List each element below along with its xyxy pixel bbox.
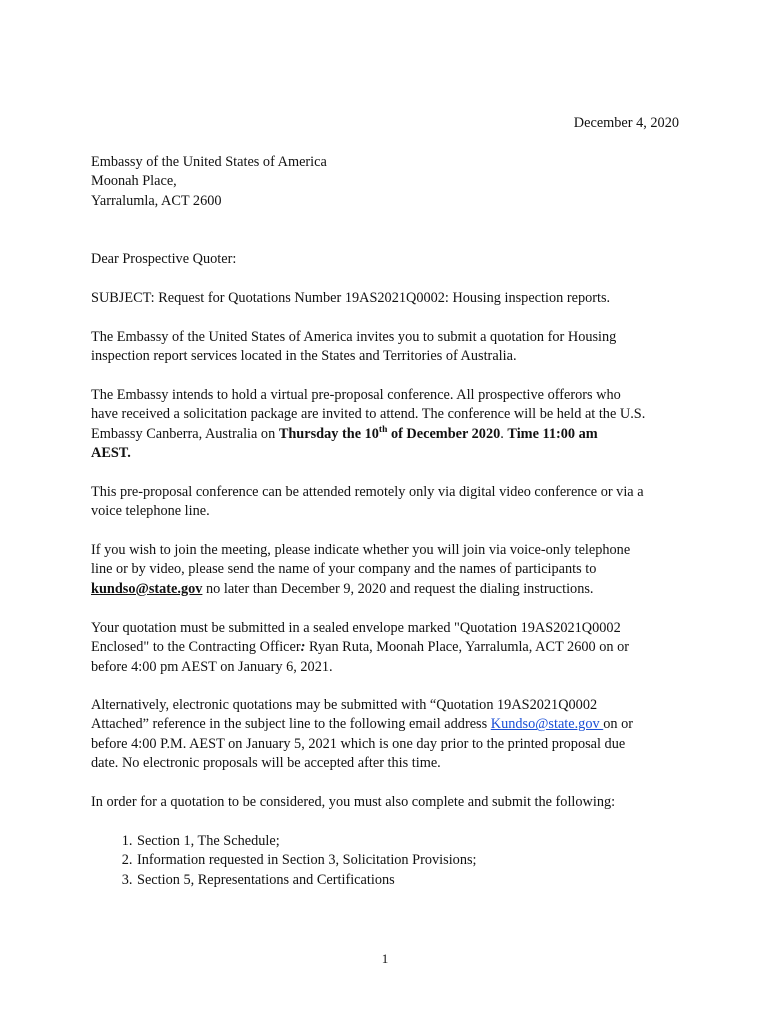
email-link[interactable]: kundso@state.gov bbox=[91, 580, 203, 597]
paragraph-electronic bbox=[91, 696, 691, 774]
subject-text: SUBJECT: Request for Quotations Number 19AS2021Q0002: Housing inspection reports. bbox=[91, 290, 611, 306]
address-line: Moonah Place, bbox=[91, 173, 177, 190]
text-line: In order for a quotation to be considered, you must also complete and submit the following: bbox=[91, 794, 616, 810]
text-segment: . bbox=[500, 425, 508, 442]
list-item: 2. Information requested in Section 3, Solicitation Provisions; bbox=[136, 851, 691, 870]
conference-date-month: of December 2020 bbox=[387, 425, 501, 442]
text-line: The Embassy intends to hold a virtual pre-proposal conference. All prospective offerors who bbox=[91, 387, 621, 403]
conference-timezone: AEST. bbox=[91, 445, 131, 462]
text-line: before 4:00 P.M. AEST on January 5, 2021 which is one day prior to the printed proposal due bbox=[91, 735, 626, 752]
text-line: line or by video, please send the name of your company and the names of participants to bbox=[91, 561, 597, 578]
paragraph-remote bbox=[91, 483, 691, 522]
text-segment: Ryan Ruta, Moonah Place, Yarralumla, ACT 2600 on or bbox=[305, 639, 629, 656]
text-segment: Enclosed" to the Contracting Officer bbox=[91, 639, 301, 656]
text-segment: Embassy Canberra, Australia on bbox=[91, 425, 279, 442]
list-item: 3. Section 5, Representations and Certifications bbox=[136, 871, 691, 890]
paragraph-invitation bbox=[91, 328, 691, 367]
conference-time: Time 11:00 am bbox=[507, 425, 598, 442]
text-segment: no later than December 9, 2020 and request the dialing instructions. bbox=[202, 580, 594, 597]
email-link[interactable]: Kundso@state.gov bbox=[490, 716, 604, 733]
text-line bbox=[91, 715, 691, 734]
requirements-list bbox=[91, 832, 691, 890]
text-line bbox=[91, 638, 691, 657]
text-line: If you wish to join the meeting, please indicate whether you will join via voice-only telephone bbox=[91, 542, 631, 558]
text-line: voice telephone line. bbox=[91, 503, 210, 520]
address-line: Yarralumla, ACT 2600 bbox=[91, 192, 222, 209]
numbered-list bbox=[91, 832, 691, 890]
text-line: Your quotation must be submitted in a sealed envelope marked "Quotation 19AS2021Q0002 bbox=[91, 620, 621, 636]
salutation bbox=[91, 250, 691, 269]
text-segment: Attached” reference in the subject line to the following email address bbox=[91, 716, 491, 733]
paragraph-join bbox=[91, 541, 691, 599]
text-line: This pre-proposal conference can be attended remotely only via digital video conference or via a bbox=[91, 484, 644, 500]
ordinal-suffix: th bbox=[378, 425, 388, 436]
page-number: 1 bbox=[381, 951, 389, 966]
paragraph-requirements bbox=[91, 793, 691, 812]
address-line: Embassy of the United States of America bbox=[91, 154, 327, 170]
text-line: date. No electronic proposals will be accepted after this time. bbox=[91, 755, 441, 772]
text-segment: on or bbox=[603, 716, 633, 733]
text-line bbox=[91, 425, 691, 444]
colon: : bbox=[300, 639, 306, 656]
text-line: before 4:00 pm AEST on January 6, 2021. bbox=[91, 658, 333, 675]
subject-line bbox=[91, 289, 691, 308]
list-item: 1. Section 1, The Schedule; bbox=[136, 832, 691, 851]
text-line: have received a solicitation package are invited to attend. The conference will be held at the U.S. bbox=[91, 406, 646, 423]
recipient-address bbox=[91, 153, 691, 211]
letter-date: December 4, 2020 bbox=[573, 115, 679, 131]
paragraph-sealed-envelope bbox=[91, 619, 691, 677]
paragraph-conference bbox=[91, 386, 691, 464]
conference-date-day: Thursday the 10 bbox=[278, 425, 379, 442]
text-line: Alternatively, electronic quotations may be submitted with “Quotation 19AS2021Q0002 bbox=[91, 697, 598, 713]
conference-date bbox=[279, 426, 500, 442]
text-line: The Embassy of the United States of America invites you to submit a quotation for Housing bbox=[91, 329, 617, 345]
text-line bbox=[91, 580, 691, 599]
salutation-text: Dear Prospective Quoter: bbox=[91, 251, 237, 267]
text-line: inspection report services located in the States and Territories of Australia. bbox=[91, 348, 517, 365]
